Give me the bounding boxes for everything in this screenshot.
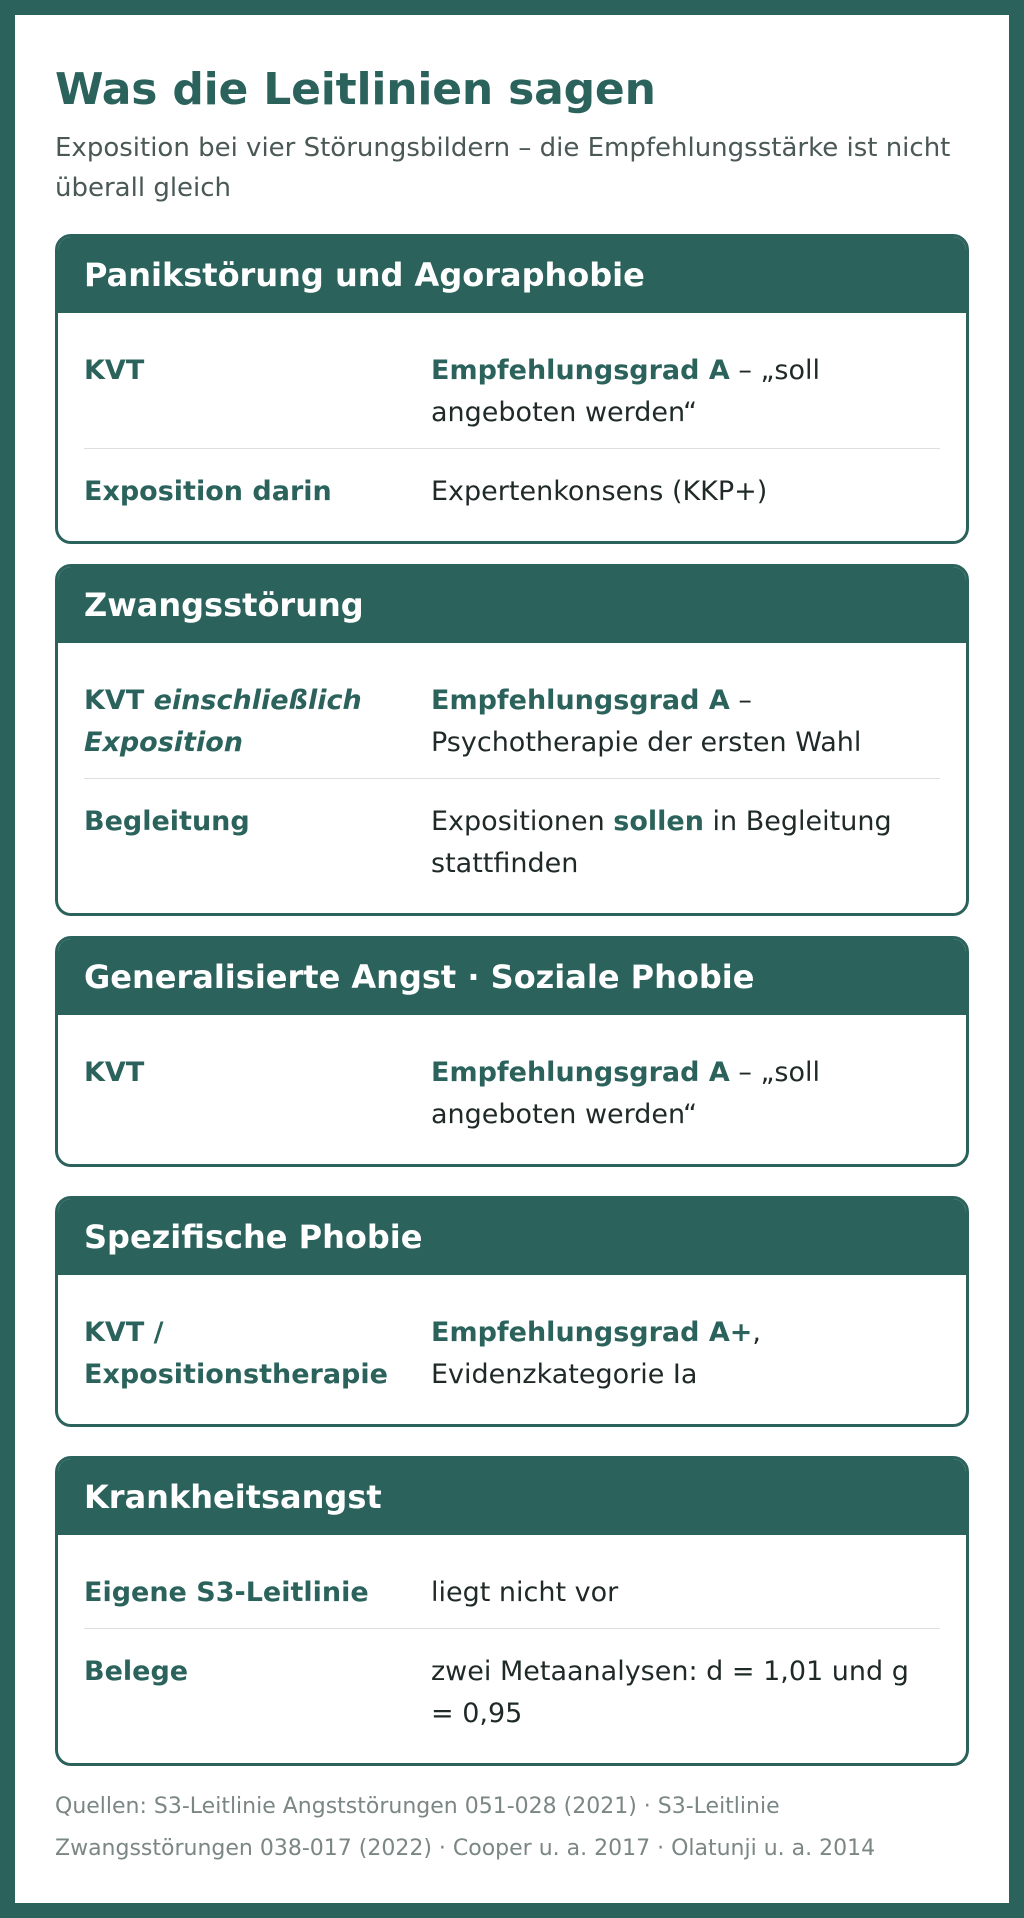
row-value bbox=[431, 350, 940, 434]
card-gad-social-phobia bbox=[55, 936, 969, 1167]
value-emphasis: sollen bbox=[613, 806, 704, 837]
row-label: Begleitung bbox=[84, 806, 250, 837]
value-text: , Evidenzkategorie Ia bbox=[431, 1317, 761, 1390]
row-label: KVT bbox=[84, 1057, 145, 1088]
card-specific-phobia bbox=[55, 1196, 969, 1427]
page bbox=[15, 15, 1009, 1903]
card-title: Spezifische Phobie bbox=[58, 1199, 966, 1275]
table-row bbox=[84, 1290, 940, 1410]
row-label: Belege bbox=[84, 1656, 189, 1687]
row-label: Exposition darin bbox=[84, 476, 332, 507]
card-title: Panikstörung und Agoraphobie bbox=[58, 237, 966, 313]
table-row bbox=[84, 1550, 940, 1629]
table-row bbox=[84, 658, 940, 779]
row-value: liegt nicht vor bbox=[431, 1577, 619, 1608]
recommendation-grade: Empfehlungsgrad A bbox=[431, 685, 730, 716]
card-title: Generalisierte Angst · Soziale Phobie bbox=[58, 939, 966, 1015]
row-value bbox=[431, 801, 940, 885]
card-body bbox=[58, 1015, 966, 1164]
page-subtitle: Exposition bei vier Störungsbildern – die Empfehlungsstärke ist nicht überall gleich bbox=[55, 133, 951, 203]
value-text: – Psychotherapie der ersten Wahl bbox=[431, 685, 862, 758]
recommendation-grade: Empfehlungsgrad A bbox=[431, 1057, 730, 1088]
row-value: Expertenkonsens (KKP+) bbox=[431, 476, 768, 507]
card-body bbox=[58, 643, 966, 913]
label-italic: einschließlich Exposition bbox=[84, 685, 362, 758]
card-title: Zwangsstörung bbox=[58, 567, 966, 643]
value-text: – „soll angeboten werden“ bbox=[431, 355, 821, 428]
table-row bbox=[84, 779, 940, 899]
card-panic-disorder bbox=[55, 234, 969, 544]
row-value bbox=[431, 1312, 940, 1396]
row-value: zwei Metaanalysen: d = 1,01 und g = 0,95 bbox=[431, 1656, 909, 1729]
card-body bbox=[58, 1535, 966, 1763]
card-title: Krankheitsangst bbox=[58, 1459, 966, 1535]
recommendation-grade: Empfehlungsgrad A bbox=[431, 355, 730, 386]
row-value bbox=[431, 680, 940, 764]
value-text: Expositionen bbox=[431, 806, 614, 837]
row-label: KVT bbox=[84, 355, 145, 386]
recommendation-grade: Empfehlungsgrad A+ bbox=[431, 1317, 753, 1348]
card-body bbox=[58, 1275, 966, 1424]
table-row bbox=[84, 1629, 940, 1749]
row-label: KVT / Expositionstherapie bbox=[84, 1317, 388, 1390]
sources-footnote: Quellen: S3-Leitlinie Angststörungen 051-028 (2021) · S3-Leitlinie Zwangsstörungen 038-017 (2022) · Cooper u. a. 2017 · Olatunji u. a. 2014 bbox=[55, 1794, 876, 1861]
card-body bbox=[58, 313, 966, 541]
row-label: Eigene S3-Leitlinie bbox=[84, 1577, 369, 1608]
value-text: – „soll angeboten werden“ bbox=[431, 1057, 821, 1130]
table-row bbox=[84, 328, 940, 449]
page-title: Was die Leitlinien sagen bbox=[55, 64, 656, 115]
table-row bbox=[84, 449, 940, 527]
row-value bbox=[431, 1052, 940, 1136]
card-ocd bbox=[55, 564, 969, 916]
value-text: in Begleitung stattfinden bbox=[431, 806, 892, 879]
card-illness-anxiety bbox=[55, 1456, 969, 1766]
row-label bbox=[84, 680, 431, 764]
label-prefix: KVT bbox=[84, 685, 154, 716]
table-row bbox=[84, 1030, 940, 1150]
